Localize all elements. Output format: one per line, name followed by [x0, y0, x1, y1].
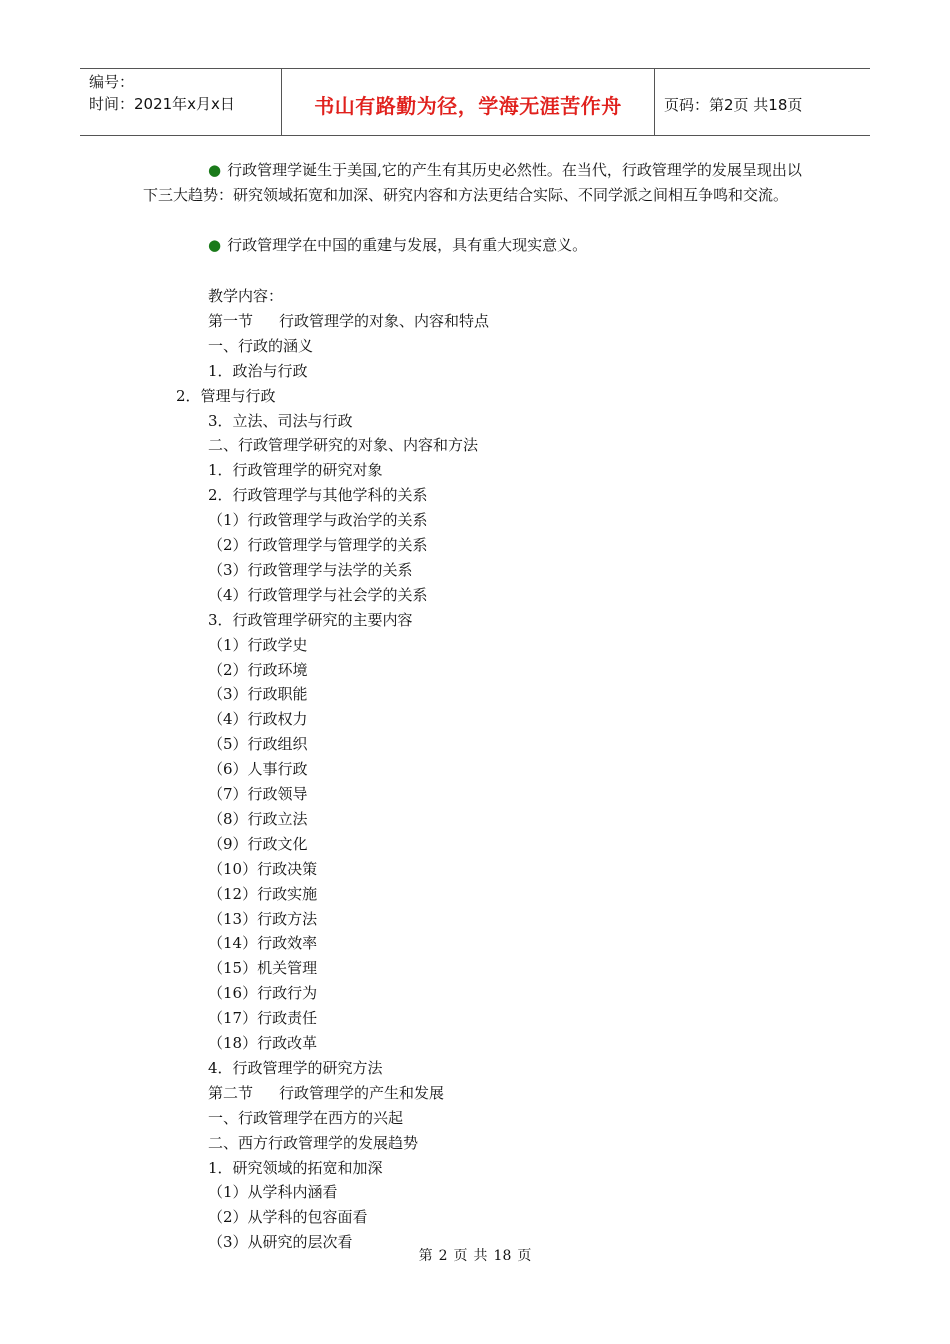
section-heading	[208, 309, 489, 334]
header-motto-cell	[282, 69, 655, 135]
outline-item: （4）行政权力	[208, 710, 308, 729]
page-header	[80, 68, 870, 136]
outline-item: （4）行政管理学与社会学的关系	[208, 585, 428, 604]
outline-item: 一、行政管理学在西方的兴起	[208, 1108, 404, 1127]
number-label: 编号：	[89, 73, 135, 91]
outline-item: （3）从研究的层次看	[208, 1233, 353, 1252]
bullet-icon: ●	[208, 236, 222, 254]
outline-item: （16）行政行为	[208, 984, 318, 1003]
outline-item: 3．立法、司法与行政	[208, 411, 353, 430]
outline-item: 1．研究领域的拓宽和加深	[208, 1158, 383, 1177]
header-meta	[80, 69, 282, 135]
footer-page-number: 2	[438, 1248, 448, 1264]
outline-item: 3．行政管理学研究的主要内容	[208, 610, 413, 629]
outline-item: 教学内容：	[208, 287, 284, 305]
outline-item: 二、西方行政管理学的发展趋势	[208, 1133, 419, 1152]
outline-item: 1．行政管理学的研究对象	[208, 461, 383, 480]
page-footer	[0, 1245, 950, 1265]
intro-paragraph-2	[143, 233, 803, 258]
outline-item: （9）行政文化	[208, 834, 308, 853]
outline-item: （2）行政环境	[208, 660, 308, 679]
intro-text-1: 行政管理学诞生于美国,它的产生有其历史必然性。在当代，行政管理学的发展呈现出以下三大趋势：研究领域拓宽和加深、研究内容和方法更结合实际、不同学派之间相互争鸣和交流。	[143, 161, 802, 204]
outline-item: （1）行政学史	[208, 635, 308, 654]
outline-item: （1）从学科内涵看	[208, 1183, 338, 1202]
motto: 书山有路勤为径，学海无涯苦作舟	[314, 93, 622, 118]
page-label: 页码：第2页 共18页	[664, 95, 803, 114]
outline-item: 二、行政管理学研究的对象、内容和方法	[208, 436, 479, 455]
outline-item: （7）行政领导	[208, 785, 308, 803]
outline-item: （8）行政立法	[208, 809, 308, 828]
outline-item: （15）机关管理	[208, 959, 318, 978]
outline-item: （12）行政实施	[208, 884, 318, 903]
outline-item: （10）行政决策	[208, 859, 318, 878]
section-heading	[208, 1081, 444, 1106]
outline-item: （13）行政方法	[208, 909, 318, 928]
outline-item: 一、行政的涵义	[208, 336, 314, 355]
intro-text-2: 行政管理学在中国的重建与发展，具有重大现实意义。	[227, 236, 588, 254]
outline-item: 2．管理与行政	[176, 386, 276, 405]
bullet-icon: ●	[208, 161, 222, 179]
footer-word: 第	[418, 1248, 433, 1264]
header-page-cell	[655, 71, 870, 137]
section-number: 第一节	[208, 311, 254, 330]
outline-item: 2．行政管理学与其他学科的关系	[208, 486, 428, 505]
footer-word: 共	[473, 1248, 488, 1264]
section-title: 行政管理学的产生和发展	[279, 1083, 445, 1102]
outline-item: （17）行政责任	[208, 1009, 318, 1028]
outline-item: （6）人事行政	[208, 760, 308, 779]
section-number: 第二节	[208, 1083, 254, 1102]
outline-item: （18）行政改革	[208, 1034, 318, 1052]
footer-word: 页	[517, 1248, 532, 1264]
outline-item: （14）行政效率	[208, 934, 318, 953]
section-title: 行政管理学的对象、内容和特点	[279, 311, 490, 330]
outline-item: （3）行政管理学与法学的关系	[208, 560, 413, 579]
outline-item: （1）行政管理学与政治学的关系	[208, 511, 428, 530]
outline-item: （5）行政组织	[208, 735, 308, 754]
intro-paragraph-1	[143, 158, 803, 208]
footer-total-pages: 18	[493, 1248, 512, 1264]
outline-item: 4．行政管理学的研究方法	[208, 1058, 383, 1077]
time-label: 时间：2021年x月x日	[89, 95, 235, 113]
outline-item: （2）行政管理学与管理学的关系	[208, 536, 428, 554]
outline-item: 1．政治与行政	[208, 361, 308, 380]
footer-word: 页	[453, 1248, 468, 1264]
outline-item: （2）从学科的包容面看	[208, 1208, 368, 1227]
outline-item: （3）行政职能	[208, 685, 308, 704]
